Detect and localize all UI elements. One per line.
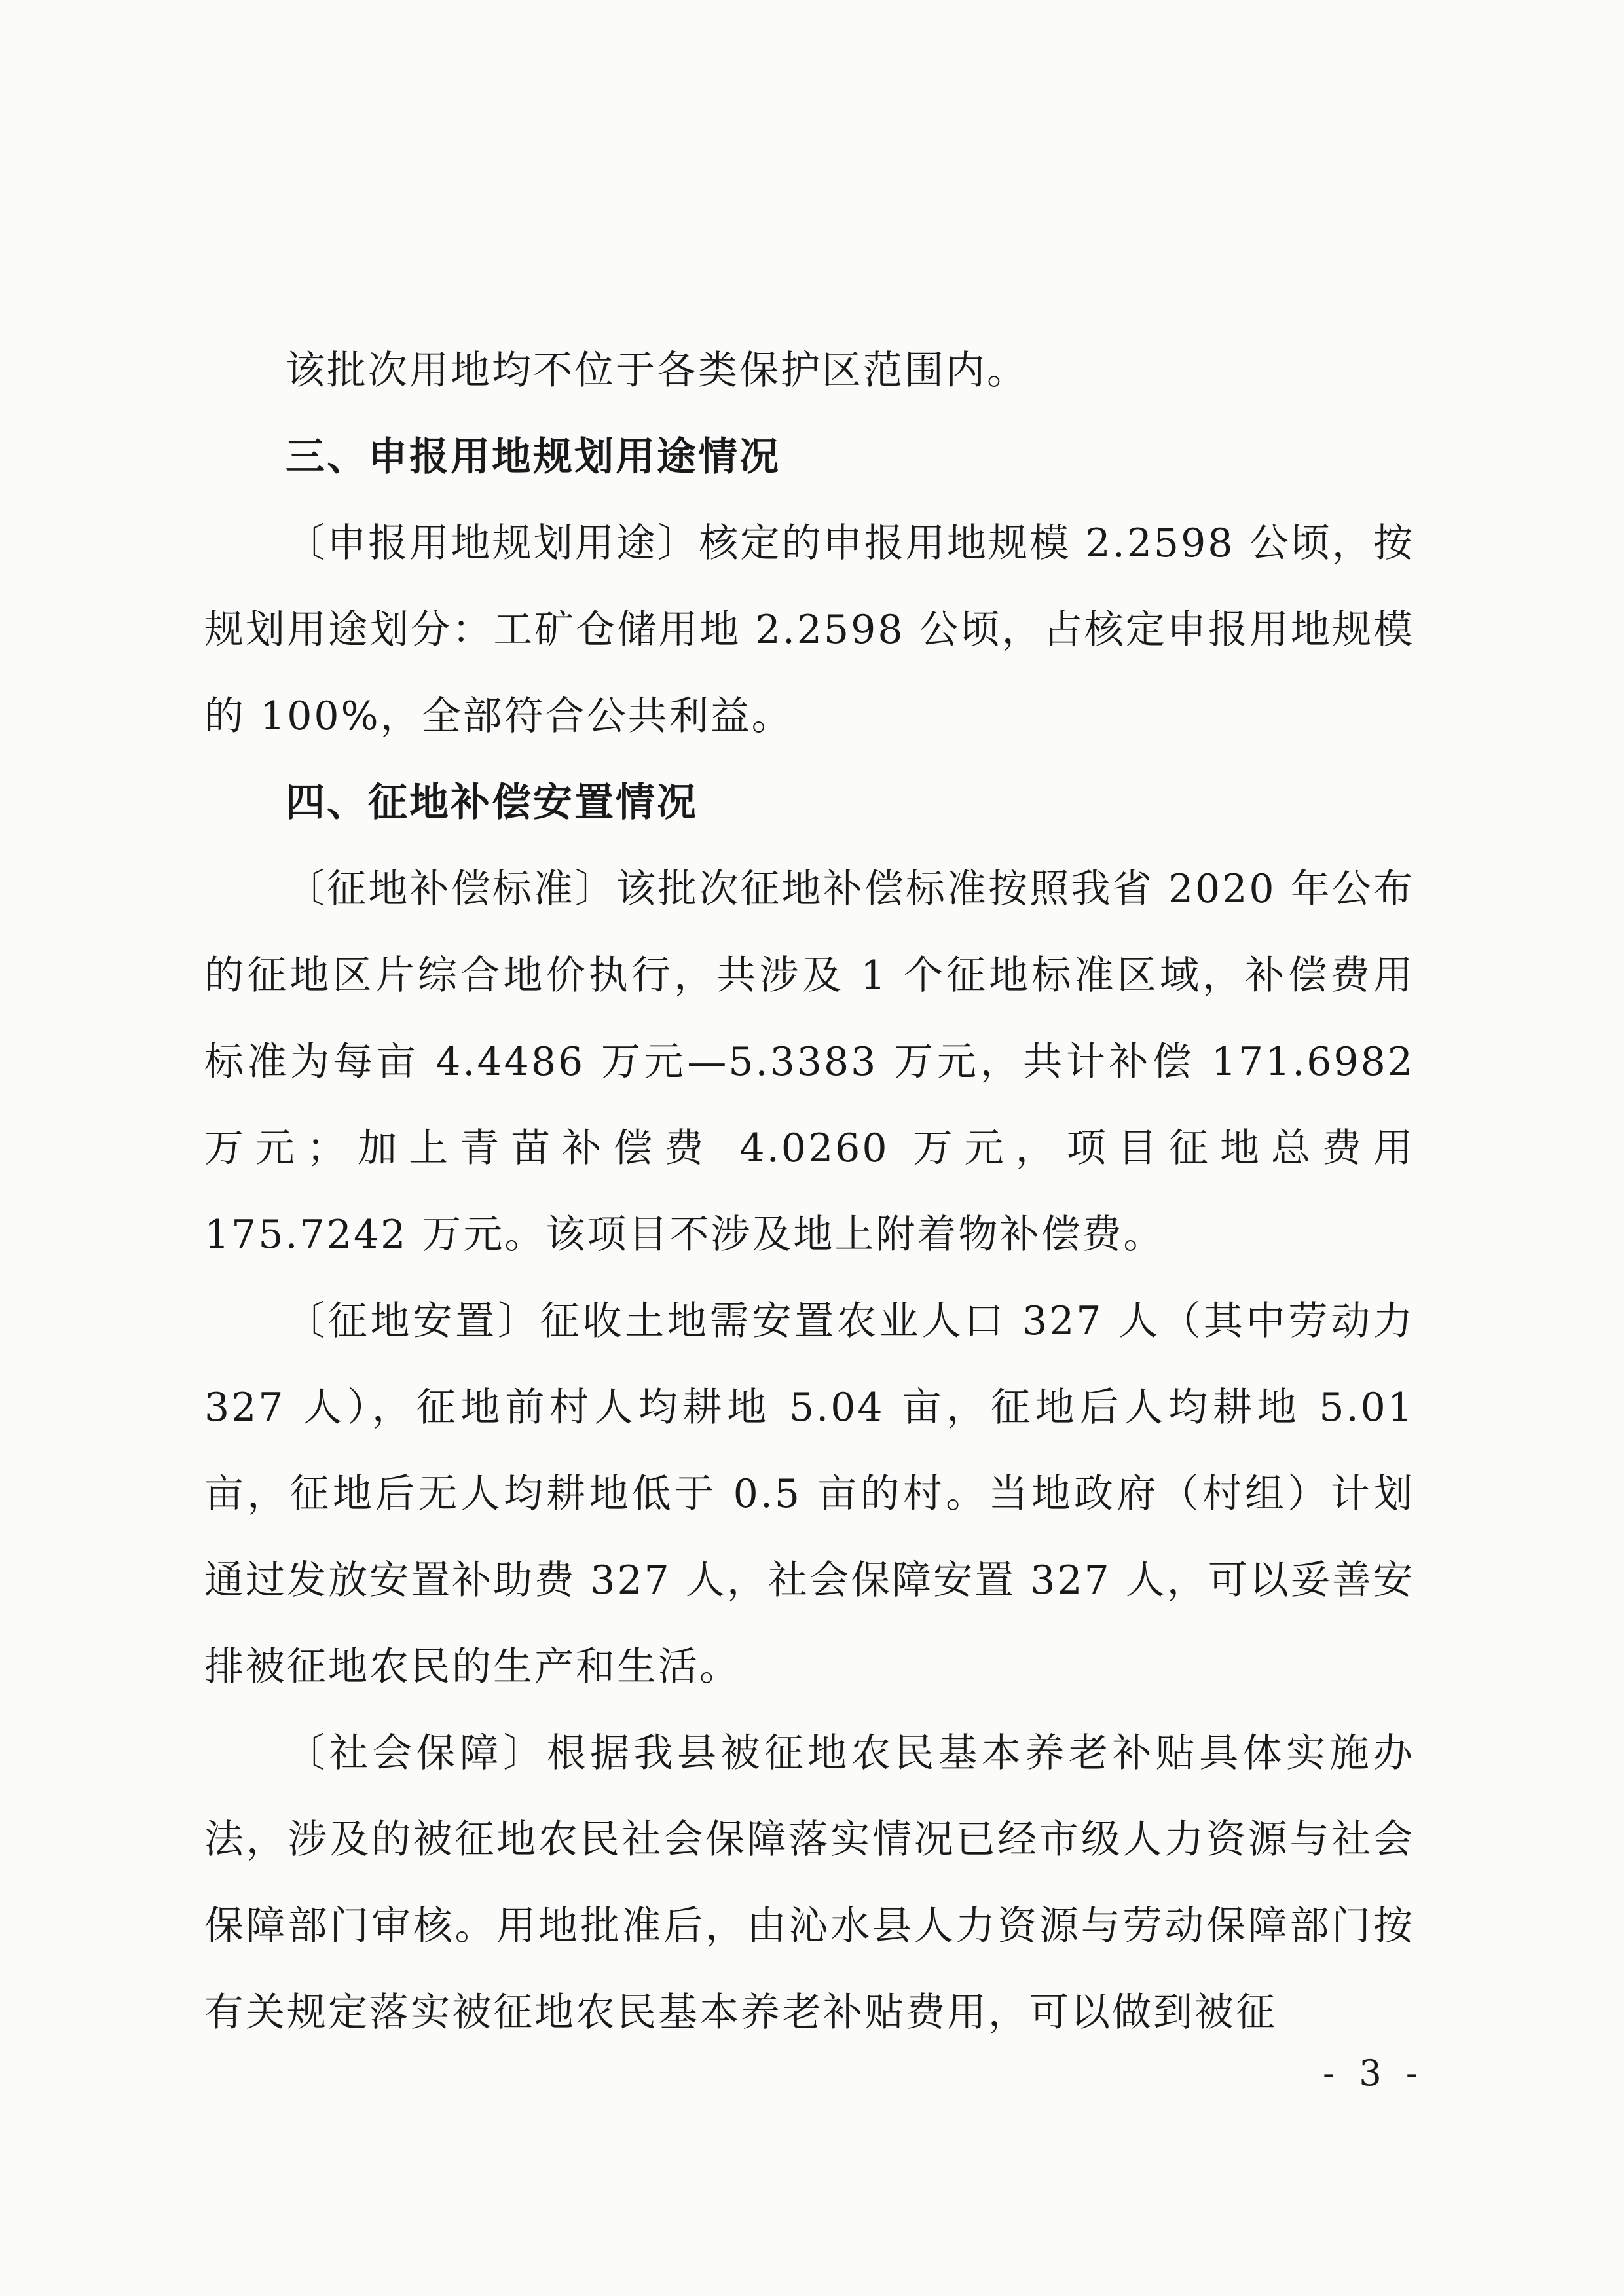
paragraph-compensation-standard: 〔征地补偿标准〕该批次征地补偿标准按照我省 2020 年公布的征地区片综合地价执行，共涉及 1 个征地标准区域，补偿费用标准为每亩 4.4486 万元—5.3383 万元，共计补偿 171.6982 万元；加上青苗补偿费 4.0260 万元，项目征地总费用 175.7242 万元。该项目不涉及地上附着物补偿费。	[204, 866, 1414, 1258]
section-heading-planned-use: 三、申报用地规划用途情况	[286, 434, 781, 480]
page-number: - 3 -	[1323, 2052, 1425, 2094]
document-body	[204, 327, 1414, 2056]
paragraph-planned-use: 〔申报用地规划用途〕核定的申报用地规模 2.2598 公顷，按规划用途划分：工矿仓储用地 2.2598 公顷，占核定申报用地规模的 100%，全部符合公共利益。	[204, 520, 1414, 739]
paragraph-social-security: 〔社会保障〕根据我县被征地农民基本养老补贴具体实施办法，涉及的被征地农民社会保障落实情况已经市级人力资源与社会保障部门审核。用地批准后，由沁水县人力资源与劳动保障部门按有关规定落实被征地农民基本养老补贴费用，可以做到被征	[204, 1730, 1414, 2035]
paragraph-protected-areas: 该批次用地均不位于各类保护区范围内。	[286, 348, 1028, 393]
section-heading-compensation: 四、征地补偿安置情况	[286, 780, 698, 826]
paragraph-resettlement: 〔征地安置〕征收土地需安置农业人口 327 人（其中劳动力 327 人），征地前村人均耕地 5.04 亩，征地后人均耕地 5.01 亩，征地后无人均耕地低于 0.5 亩的村。当地政府（村组）计划通过发放安置补助费 327 人，社会保障安置 327 人，可以妥善安排被征地农民的生产和生活。	[204, 1298, 1414, 1690]
